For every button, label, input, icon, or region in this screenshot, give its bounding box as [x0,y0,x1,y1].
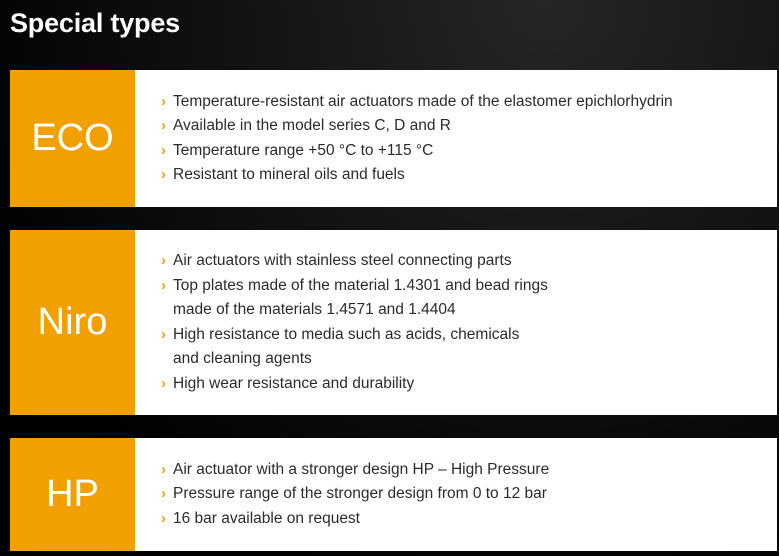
feature-list [161,458,777,532]
list-item-text-continued: made of the materials 1.4571 and 1.4404 [173,301,456,318]
list-item [161,323,777,372]
list-item-text: Temperature-resistant air actuators made of the elastomer epichlorhydrin [173,92,673,110]
card-hp [10,438,777,551]
card-label-niro: Niro [10,230,135,415]
list-item-text: Top plates made of the material 1.4301 and bead rings [173,276,548,294]
list-item-text: Pressure range of the stronger design from 0 to 12 bar [173,485,547,503]
list-item [161,139,777,164]
list-item-text: Air actuator with a stronger design HP – High Pressure [173,460,550,478]
feature-list [161,90,777,188]
list-item [161,458,777,483]
chevron-right-icon: › [161,325,166,343]
card-label-hp: HP [10,438,135,551]
chevron-right-icon: › [161,117,166,134]
list-item-text-continued: and cleaning agents [173,350,312,367]
list-item-text: High resistance to media such as acids, chemicals [173,325,520,343]
list-item-text: High wear resistance and durability [173,374,415,392]
chevron-right-icon: › [161,276,166,294]
chevron-right-icon: › [161,141,166,159]
card-body-eco [135,70,777,207]
card-niro [10,230,777,415]
list-item [161,372,777,397]
chevron-right-icon: › [161,374,166,392]
feature-list [161,249,777,396]
list-item [161,163,777,188]
chevron-right-icon: › [161,485,166,503]
list-item [161,482,777,507]
list-item-text: 16 bar available on request [173,509,360,527]
list-item-text: Temperature range +50 °C to +115 °C [173,141,434,159]
page-title: Special types [10,8,180,38]
list-item [161,274,777,323]
list-item-text: Air actuators with stainless steel connecting parts [173,252,512,269]
card-label-eco: ECO [10,70,135,207]
chevron-right-icon: › [161,509,166,527]
list-item [161,507,777,532]
list-item-text: Resistant to mineral oils and fuels [173,166,405,183]
card-body-niro [135,230,777,415]
list-item-text: Available in the model series C, D and R [173,117,451,134]
chevron-right-icon: › [161,252,166,269]
chevron-right-icon: › [161,166,166,183]
chevron-right-icon: › [161,92,166,110]
card-body-hp [135,438,777,551]
chevron-right-icon: › [161,460,166,478]
list-item [161,90,777,115]
list-item [161,249,777,274]
list-item [161,114,777,139]
card-eco [10,70,777,207]
